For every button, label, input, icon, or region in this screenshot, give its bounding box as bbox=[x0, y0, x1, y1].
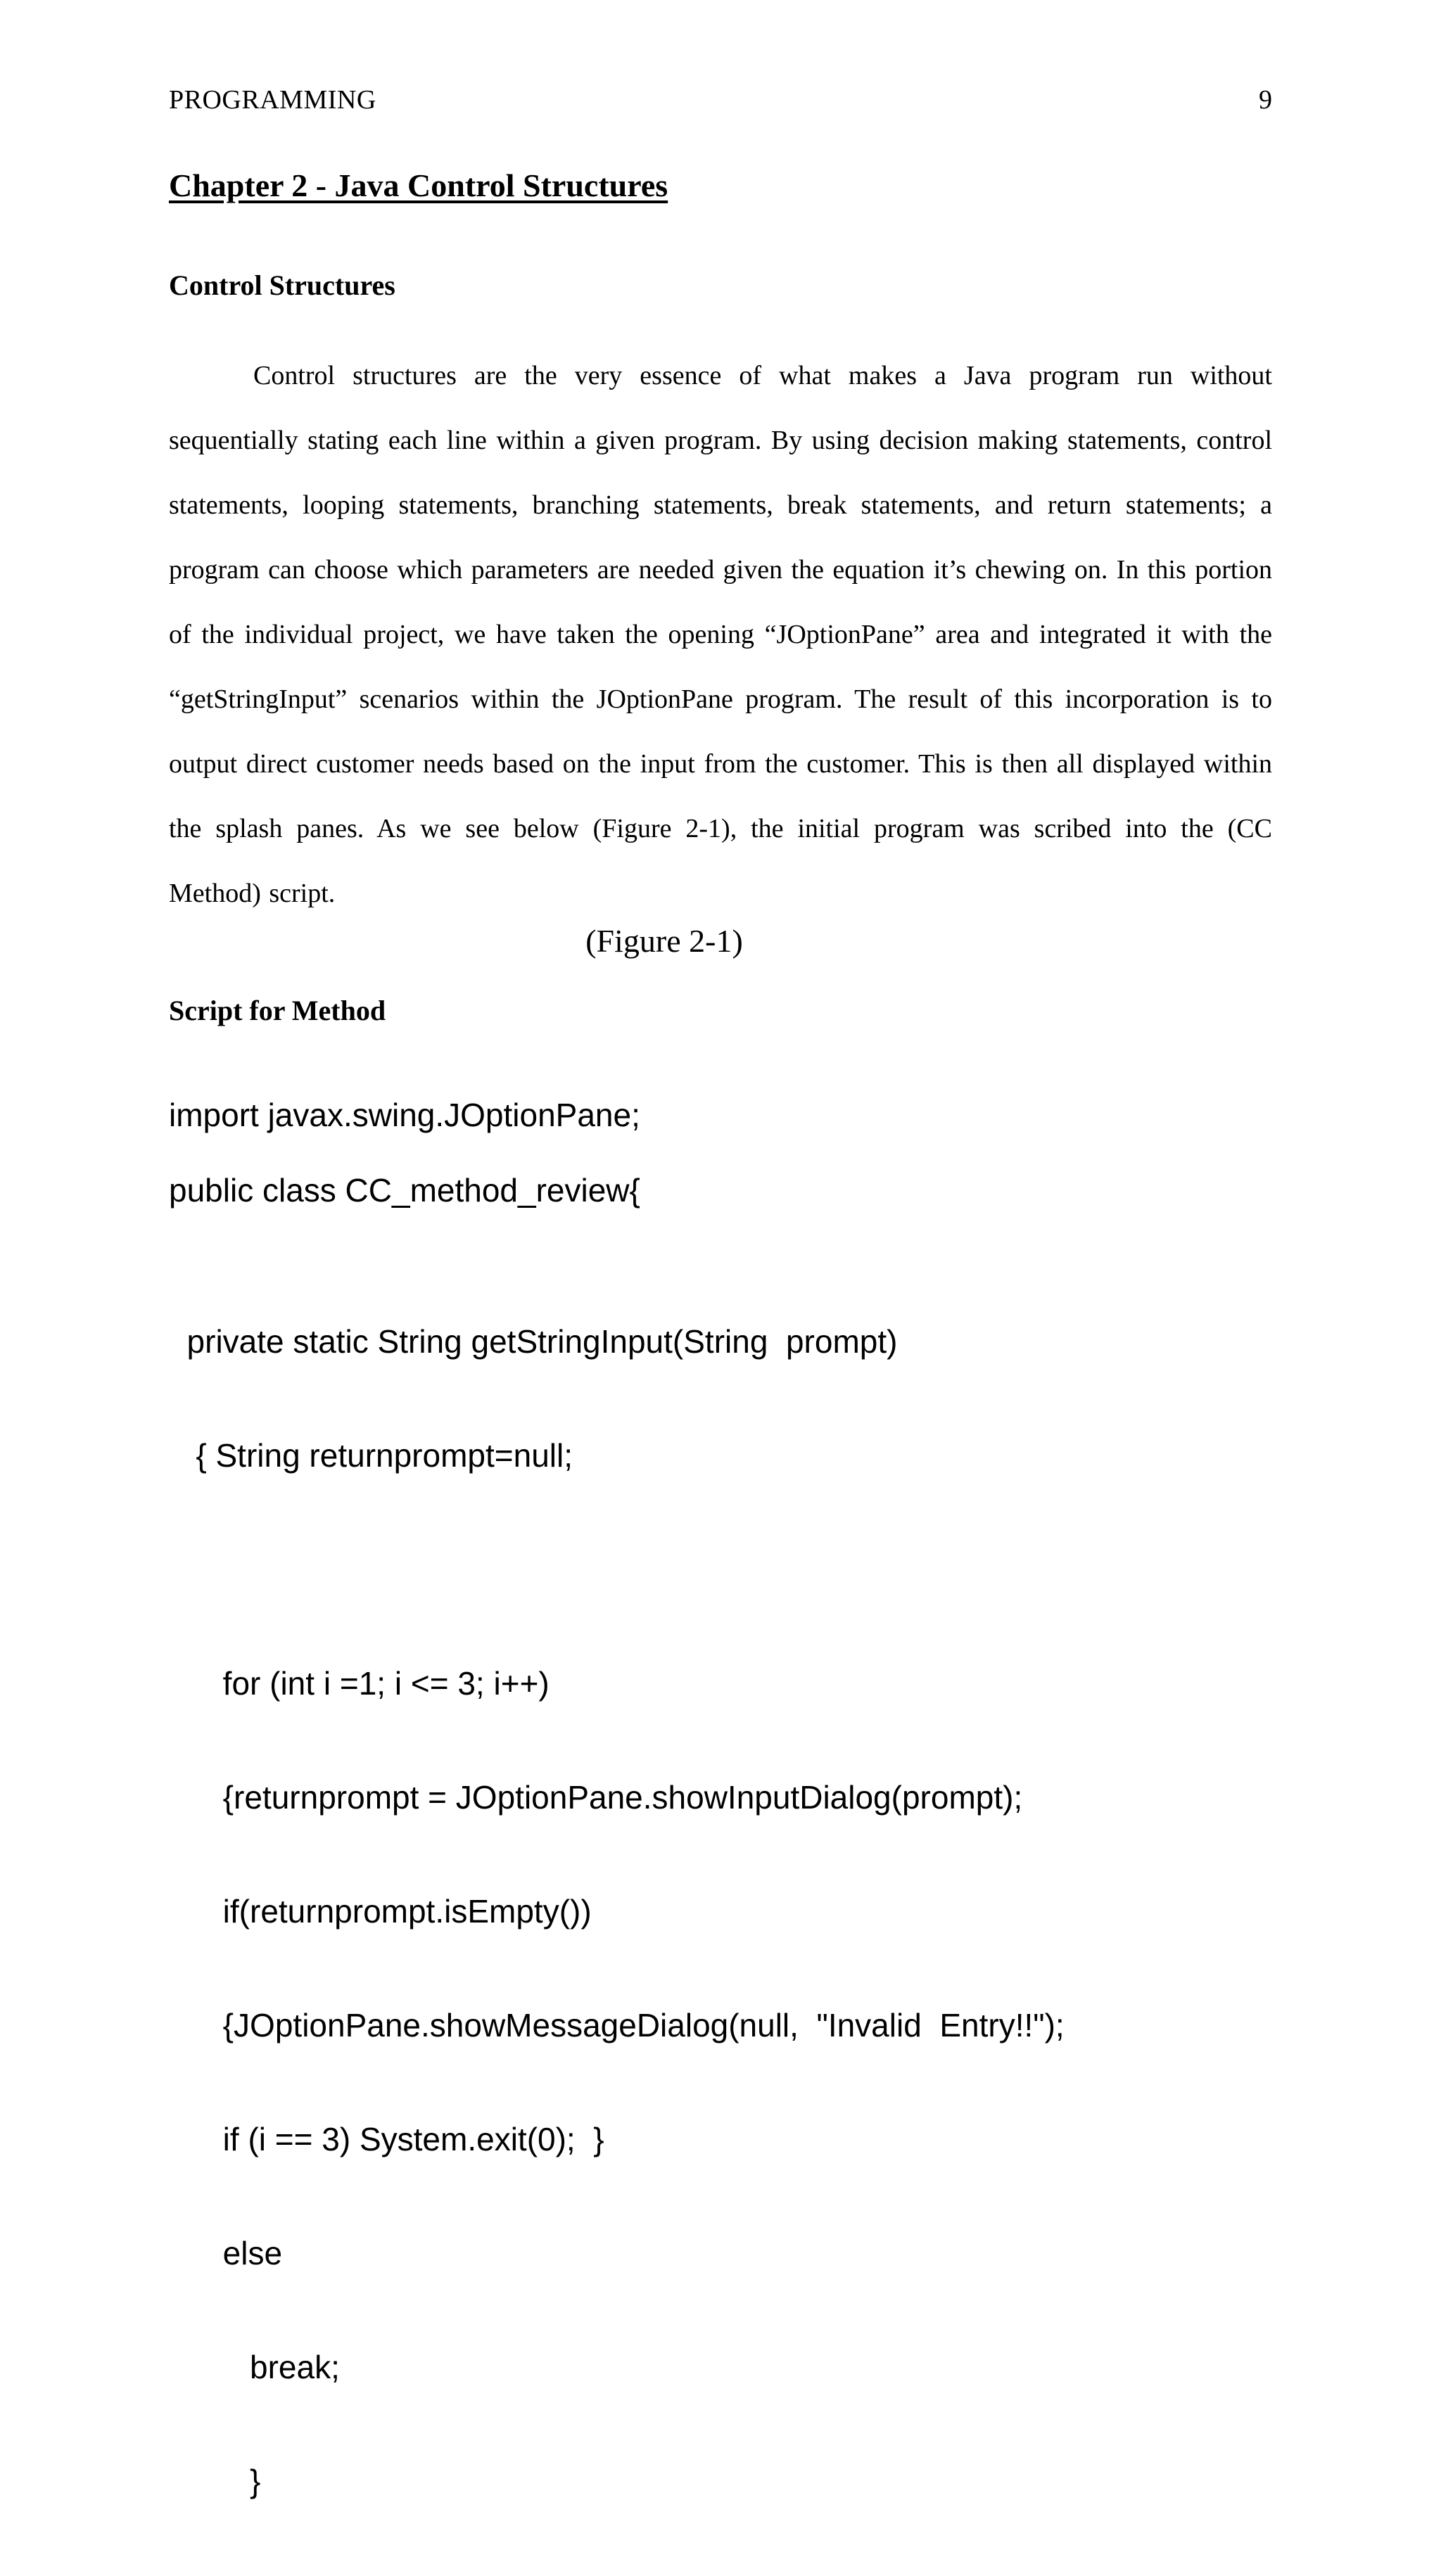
code-import-line: import javax.swing.JOptionPane; bbox=[169, 1097, 640, 1133]
page-number: 9 bbox=[1259, 85, 1272, 115]
code-line: if(returnprompt.isEmpty()) bbox=[169, 1893, 592, 1930]
section-heading-script-for-method: Script for Method bbox=[169, 995, 386, 1026]
code-line: if (i == 3) System.exit(0); } bbox=[169, 2121, 604, 2157]
code-line: { String returnprompt=null; bbox=[169, 1437, 573, 1474]
chapter-title: Chapter 2 - Java Control Structures bbox=[169, 167, 668, 203]
code-line: } bbox=[169, 2463, 261, 2499]
figure-label: (Figure 2-1) bbox=[585, 923, 743, 959]
code-line: private static String getStringInput(String prompt) bbox=[169, 1323, 898, 1360]
code-class-line: public class CC_method_review{ bbox=[169, 1172, 640, 1209]
body-paragraph: Control structures are the very essence of what makes a Java program run without sequentially stating each line within a given program. By using decision making statements, control statements, looping statements, branching statements, break statements, and return statements; a program can choose which parameters are needed given the equation it’s chewing on. In this portion of the individual project, we have taken the opening “JOptionPane” area and integrated it with the “getStringInput” scenarios within the JOptionPane program. The result of this incorporation is to output direct customer needs based on the input from the customer. This is then all displayed within the splash panes. As we see below (Figure 2-1), the initial program was scribed into the (CC Method) script. bbox=[169, 361, 1272, 908]
code-line bbox=[169, 1550, 1065, 1588]
code-method-block bbox=[169, 1246, 1065, 2576]
code-line: {JOptionPane.showMessageDialog(null, "Invalid Entry!!"); bbox=[169, 2007, 1065, 2043]
section-heading-control-structures: Control Structures bbox=[169, 269, 395, 301]
code-line: for (int i =1; i <= 3; i++) bbox=[169, 1665, 550, 1702]
code-line: else bbox=[169, 2235, 283, 2271]
running-head: PROGRAMMING bbox=[169, 85, 376, 115]
code-line: {returnprompt = JOptionPane.showInputDialog(prompt); bbox=[169, 1779, 1023, 1816]
code-line: break; bbox=[169, 2349, 340, 2385]
